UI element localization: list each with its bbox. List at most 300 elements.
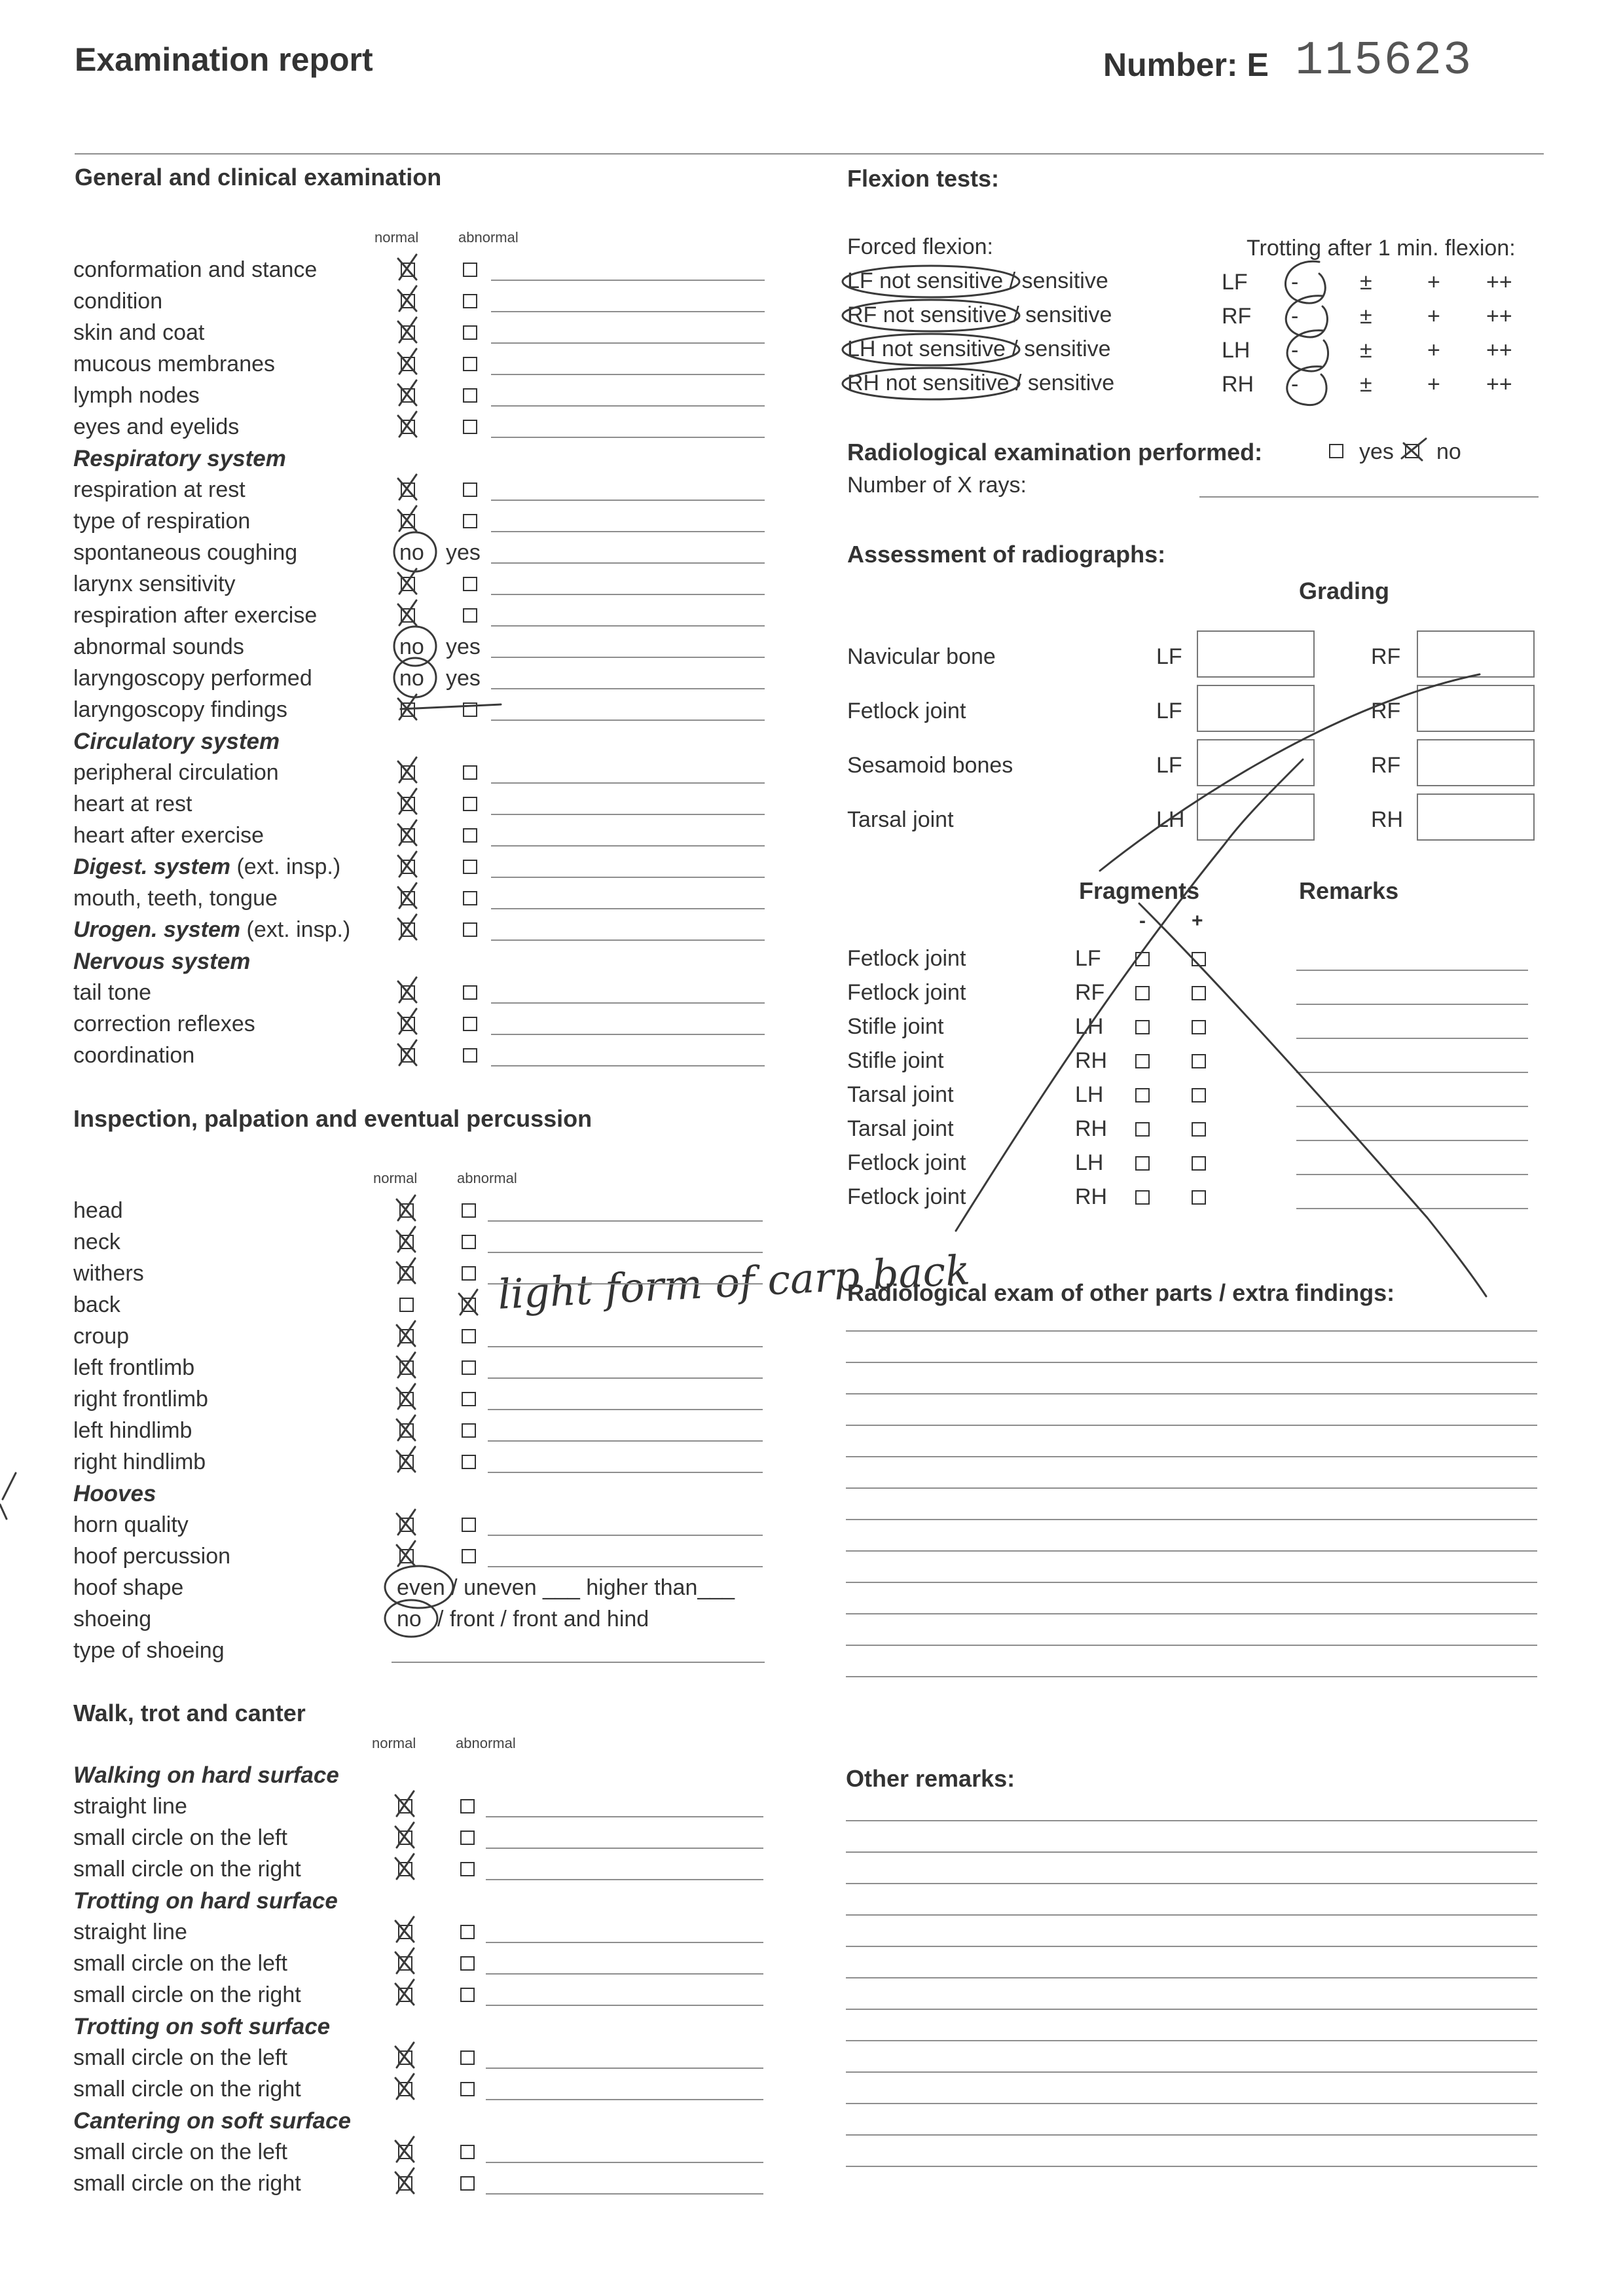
abnormal-checkbox-inspection-1[interactable] bbox=[462, 1235, 476, 1249]
normal-checkbox-inspection-9[interactable] bbox=[399, 1518, 414, 1532]
abnormal-checkbox-walk-8[interactable] bbox=[460, 2145, 475, 2159]
abnormal-checkbox-general-4[interactable] bbox=[463, 388, 477, 403]
normal-checkbox-general-0[interactable] bbox=[401, 263, 415, 277]
normal-checkbox-walk-2[interactable] bbox=[398, 1862, 412, 1876]
grading-navicular-r: RF bbox=[1371, 644, 1401, 669]
normal-checkbox-general-15[interactable] bbox=[401, 797, 415, 811]
subheading-hooves: Hooves bbox=[73, 1481, 156, 1506]
abnormal-checkbox-general-1[interactable] bbox=[463, 294, 477, 308]
item-resp-type: type of respiration bbox=[73, 509, 251, 534]
normal-checkbox-inspection-6[interactable] bbox=[399, 1392, 414, 1406]
abnormal-checkbox-general-17[interactable] bbox=[463, 860, 477, 874]
other-parts-line-3[interactable] bbox=[846, 1393, 1537, 1394]
fragment-name-3: Stifle joint bbox=[847, 1014, 944, 1039]
abnormal-checkbox-general-20[interactable] bbox=[463, 985, 477, 1000]
shoeing-options: / front / front and hind bbox=[437, 1607, 649, 1631]
grading-tarsal-r: RH bbox=[1371, 807, 1404, 832]
fragment-remarks-line-1[interactable] bbox=[1296, 970, 1528, 971]
abnormal-checkbox-walk-6[interactable] bbox=[460, 2050, 475, 2065]
normal-checkbox-general-19[interactable] bbox=[401, 922, 415, 937]
grading-box-fetlock-l[interactable] bbox=[1197, 685, 1315, 732]
abnormal-checkbox-general-9[interactable] bbox=[463, 577, 477, 591]
grade-minus-lh: - bbox=[1291, 338, 1299, 363]
fragment-minus-checkbox-7[interactable] bbox=[1135, 1156, 1150, 1171]
normal-checkbox-general-13[interactable] bbox=[401, 702, 415, 717]
abnormal-checkbox-general-10[interactable] bbox=[463, 608, 477, 623]
other-remarks-line-4[interactable] bbox=[846, 1914, 1537, 1916]
note-line-general-18[interactable] bbox=[491, 908, 765, 909]
other-parts-title: Radiological exam of other parts / extra findings: bbox=[847, 1279, 1395, 1306]
normal-checkbox-inspection-8[interactable] bbox=[399, 1455, 414, 1469]
note-line-inspection-1[interactable] bbox=[488, 1252, 763, 1253]
fragment-minus-checkbox-8[interactable] bbox=[1135, 1190, 1150, 1205]
fragment-remarks-line-7[interactable] bbox=[1296, 1174, 1528, 1175]
subheading-nervous: Nervous system bbox=[73, 949, 251, 974]
flexion-row-rh: RH not sensitive / sensitive bbox=[847, 371, 1115, 395]
note-line-general-16[interactable] bbox=[491, 845, 765, 847]
fragment-plus-checkbox-4[interactable] bbox=[1192, 1054, 1206, 1068]
note-line-walk-1[interactable] bbox=[486, 1848, 763, 1849]
abnormal-checkbox-inspection-10[interactable] bbox=[462, 1549, 476, 1563]
cough-no: no bbox=[399, 540, 424, 565]
grade-minus-lf: - bbox=[1291, 270, 1299, 295]
fragment-minus-checkbox-6[interactable] bbox=[1135, 1122, 1150, 1137]
other-parts-line-9[interactable] bbox=[846, 1582, 1537, 1583]
cough-yes: yes bbox=[446, 540, 481, 565]
note-line-general-22[interactable] bbox=[491, 1065, 765, 1066]
grade-pm-lf: ± bbox=[1360, 270, 1372, 295]
report-number: 115623 bbox=[1295, 34, 1473, 88]
walk-hard-straight: straight line bbox=[73, 1794, 187, 1819]
normal-checkbox-general-6[interactable] bbox=[401, 483, 415, 497]
normal-checkbox-walk-8[interactable] bbox=[398, 2145, 412, 2159]
other-parts-line-7[interactable] bbox=[846, 1519, 1537, 1520]
item-withers: withers bbox=[73, 1261, 144, 1286]
item-laryngoscopy-findings: laryngoscopy findings bbox=[73, 697, 287, 722]
note-line-walk-9[interactable] bbox=[486, 2193, 763, 2195]
note-line-walk-2[interactable] bbox=[486, 1879, 763, 1880]
abnormal-checkbox-inspection-4[interactable] bbox=[462, 1329, 476, 1343]
note-line-inspection-8[interactable] bbox=[488, 1472, 763, 1473]
grading-fetlock-r: RF bbox=[1371, 699, 1401, 723]
item-correction: correction reflexes bbox=[73, 1011, 255, 1036]
fragment-name-2: Fetlock joint bbox=[847, 980, 966, 1005]
abnormal-checkbox-general-7[interactable] bbox=[463, 514, 477, 528]
normal-checkbox-walk-9[interactable] bbox=[398, 2176, 412, 2191]
grade-pm-rh: ± bbox=[1360, 372, 1372, 397]
fragment-remarks-line-6[interactable] bbox=[1296, 1140, 1528, 1141]
note-line-general-9[interactable] bbox=[491, 594, 765, 595]
grading-row-fetlock: Fetlock joint bbox=[847, 699, 966, 723]
normal-checkbox-general-14[interactable] bbox=[401, 765, 415, 780]
note-line-walk-4[interactable] bbox=[486, 1973, 763, 1975]
fragment-minus-checkbox-5[interactable] bbox=[1135, 1088, 1150, 1102]
note-line-inspection-9[interactable] bbox=[488, 1535, 763, 1536]
grading-sesamoid-r: RF bbox=[1371, 753, 1401, 778]
fragment-name-5: Tarsal joint bbox=[847, 1082, 954, 1107]
grading-row-sesamoid: Sesamoid bones bbox=[847, 753, 1013, 778]
fragments-header: Fragments bbox=[1079, 877, 1200, 904]
fragment-minus-checkbox-1[interactable] bbox=[1135, 952, 1150, 966]
trot-leg-lh: LH bbox=[1222, 338, 1250, 363]
other-remarks-line-9[interactable] bbox=[846, 2071, 1537, 2073]
item-cough: spontaneous coughing bbox=[73, 540, 298, 565]
back-handwritten-note: light form of carp back bbox=[496, 1246, 972, 1319]
abnormal-checkbox-walk-3[interactable] bbox=[460, 1925, 475, 1939]
grading-box-navicular-l[interactable] bbox=[1197, 630, 1315, 678]
grading-row-tarsal: Tarsal joint bbox=[847, 807, 954, 832]
note-line-general-8[interactable] bbox=[491, 562, 765, 564]
note-line-inspection-5[interactable] bbox=[488, 1377, 763, 1379]
grade-minus-rf: - bbox=[1291, 304, 1299, 329]
normal-checkbox-walk-4[interactable] bbox=[398, 1956, 412, 1971]
grade-pm-rf: ± bbox=[1360, 304, 1372, 329]
laryngoscopy-no: no bbox=[399, 666, 424, 691]
item-conformation: conformation and stance bbox=[73, 257, 318, 282]
item-neck: neck bbox=[73, 1230, 120, 1254]
grade-plus-rh: + bbox=[1427, 372, 1440, 397]
abnormal-column-header-3: abnormal bbox=[456, 1735, 516, 1751]
fragment-remarks-line-3[interactable] bbox=[1296, 1038, 1528, 1039]
item-hoof-shape: hoof shape bbox=[73, 1575, 184, 1600]
item-shoeing: shoeing bbox=[73, 1607, 152, 1631]
item-eyes: eyes and eyelids bbox=[73, 414, 240, 439]
fragment-leg-7: LH bbox=[1075, 1150, 1104, 1175]
grading-tarsal-l: LH bbox=[1156, 807, 1185, 832]
fragment-remarks-line-2[interactable] bbox=[1296, 1004, 1528, 1005]
assessment-title: Assessment of radiographs: bbox=[847, 541, 1166, 568]
other-remarks-line-10[interactable] bbox=[846, 2103, 1537, 2104]
grade-plus-lf: + bbox=[1427, 270, 1440, 295]
fragment-leg-5: LH bbox=[1075, 1082, 1104, 1107]
fragment-plus-checkbox-7[interactable] bbox=[1192, 1156, 1206, 1171]
note-line-general-13[interactable] bbox=[491, 720, 765, 721]
note-line-inspection-2[interactable] bbox=[488, 1283, 763, 1285]
item-type-of-shoeing: type of shoeing bbox=[73, 1638, 225, 1663]
radiology-yes-checkbox[interactable] bbox=[1329, 444, 1343, 458]
other-remarks-line-1[interactable] bbox=[846, 1820, 1537, 1821]
note-line-inspection-10[interactable] bbox=[488, 1566, 763, 1567]
fragment-name-6: Tarsal joint bbox=[847, 1116, 954, 1141]
fragment-leg-4: RH bbox=[1075, 1048, 1108, 1073]
note-line-general-5[interactable] bbox=[491, 437, 765, 438]
normal-checkbox-inspection-7[interactable] bbox=[399, 1423, 414, 1438]
fragment-remarks-line-5[interactable] bbox=[1296, 1106, 1528, 1107]
abnormal-checkbox-general-14[interactable] bbox=[463, 765, 477, 780]
note-line-general-6[interactable] bbox=[491, 500, 765, 501]
normal-checkbox-general-22[interactable] bbox=[401, 1048, 415, 1063]
normal-checkbox-walk-5[interactable] bbox=[398, 1988, 412, 2002]
fragment-plus-checkbox-8[interactable] bbox=[1192, 1190, 1206, 1205]
fragment-leg-8: RH bbox=[1075, 1184, 1108, 1209]
note-line-walk-5[interactable] bbox=[486, 2005, 763, 2006]
abnormal-checkbox-general-18[interactable] bbox=[463, 891, 477, 905]
abnormal-checkbox-inspection-3[interactable] bbox=[462, 1298, 476, 1312]
abnormal-checkbox-general-3[interactable] bbox=[463, 357, 477, 371]
item-mucous: mucous membranes bbox=[73, 352, 276, 376]
item-urogen: Urogen. system (ext. insp.) bbox=[73, 917, 351, 942]
grading-box-fetlock-r[interactable] bbox=[1417, 685, 1535, 732]
normal-column-header-2: normal bbox=[373, 1170, 418, 1186]
general-section-title: General and clinical examination bbox=[75, 164, 442, 191]
normal-checkbox-inspection-1[interactable] bbox=[399, 1235, 414, 1249]
fragment-plus-checkbox-5[interactable] bbox=[1192, 1088, 1206, 1102]
normal-column-header-3: normal bbox=[372, 1735, 416, 1751]
grading-box-tarsal-l[interactable] bbox=[1197, 793, 1315, 841]
normal-checkbox-general-1[interactable] bbox=[401, 294, 415, 308]
fragment-plus-checkbox-1[interactable] bbox=[1192, 952, 1206, 966]
normal-checkbox-inspection-10[interactable] bbox=[399, 1549, 414, 1563]
abnormal-checkbox-general-16[interactable] bbox=[463, 828, 477, 843]
item-lymph: lymph nodes bbox=[73, 383, 200, 408]
xrays-label: Number of X rays: bbox=[847, 473, 1027, 498]
other-parts-line-11[interactable] bbox=[846, 1645, 1537, 1646]
abnormal-checkbox-general-5[interactable] bbox=[463, 420, 477, 434]
other-parts-line-8[interactable] bbox=[846, 1550, 1537, 1552]
note-line-walk-7[interactable] bbox=[486, 2099, 763, 2100]
normal-checkbox-general-5[interactable] bbox=[401, 420, 415, 434]
flexion-row-rf: RF not sensitive / sensitive bbox=[847, 302, 1112, 327]
item-right-frontlimb: right frontlimb bbox=[73, 1387, 208, 1412]
trotting-after-label: Trotting after 1 min. flexion: bbox=[1247, 236, 1516, 261]
normal-checkbox-inspection-2[interactable] bbox=[399, 1266, 414, 1281]
normal-checkbox-general-20[interactable] bbox=[401, 985, 415, 1000]
abnormal-checkbox-walk-0[interactable] bbox=[460, 1799, 475, 1813]
note-line-general-11[interactable] bbox=[491, 657, 765, 658]
abnormal-checkbox-inspection-7[interactable] bbox=[462, 1423, 476, 1438]
item-mouth: mouth, teeth, tongue bbox=[73, 886, 278, 911]
flexion-section-title: Flexion tests: bbox=[847, 165, 1000, 192]
normal-checkbox-walk-7[interactable] bbox=[398, 2082, 412, 2096]
note-line-general-7[interactable] bbox=[491, 531, 765, 532]
grading-box-sesamoid-r[interactable] bbox=[1417, 739, 1535, 786]
walk-section-title: Walk, trot and canter bbox=[73, 1700, 306, 1726]
note-line-inspection-6[interactable] bbox=[488, 1409, 763, 1410]
normal-checkbox-inspection-3[interactable] bbox=[399, 1298, 414, 1312]
subheading-cantering-soft: Cantering on soft surface bbox=[73, 2108, 351, 2134]
note-line-general-12[interactable] bbox=[491, 688, 765, 689]
grade-pp-rh: ++ bbox=[1486, 372, 1512, 397]
grade-plus-lh: + bbox=[1427, 338, 1440, 363]
other-remarks-line-5[interactable] bbox=[846, 1946, 1537, 1947]
grading-box-navicular-r[interactable] bbox=[1417, 630, 1535, 678]
fragment-name-1: Fetlock joint bbox=[847, 946, 966, 971]
abnormal-checkbox-general-6[interactable] bbox=[463, 483, 477, 497]
normal-checkbox-general-9[interactable] bbox=[401, 577, 415, 591]
other-parts-line-12[interactable] bbox=[846, 1676, 1537, 1677]
note-line-general-2[interactable] bbox=[491, 342, 765, 344]
fragment-plus-checkbox-2[interactable] bbox=[1192, 986, 1206, 1000]
other-parts-line-4[interactable] bbox=[846, 1425, 1537, 1426]
other-parts-line-10[interactable] bbox=[846, 1613, 1537, 1614]
abnormal-checkbox-inspection-8[interactable] bbox=[462, 1455, 476, 1469]
abnormal-checkbox-walk-9[interactable] bbox=[460, 2176, 475, 2191]
radiology-no-checkbox[interactable] bbox=[1405, 444, 1419, 458]
normal-checkbox-general-2[interactable] bbox=[401, 325, 415, 340]
item-peripheral: peripheral circulation bbox=[73, 760, 279, 785]
sounds-no: no bbox=[399, 634, 424, 659]
grading-box-tarsal-r[interactable] bbox=[1417, 793, 1535, 841]
laryngoscopy-yes: yes bbox=[446, 666, 481, 691]
trot-hard-circle-right: small circle on the right bbox=[73, 1982, 301, 2007]
normal-checkbox-general-18[interactable] bbox=[401, 891, 415, 905]
xrays-line[interactable] bbox=[1199, 496, 1539, 498]
radiology-yes-label: yes bbox=[1359, 439, 1394, 464]
abnormal-checkbox-general-13[interactable] bbox=[463, 702, 477, 717]
normal-checkbox-general-21[interactable] bbox=[401, 1017, 415, 1031]
radiology-no-label: no bbox=[1436, 439, 1461, 464]
grading-row-navicular: Navicular bone bbox=[847, 644, 996, 669]
fragments-minus: - bbox=[1139, 910, 1146, 932]
note-line-general-17[interactable] bbox=[491, 877, 765, 878]
note-line-inspection-0[interactable] bbox=[488, 1220, 763, 1222]
note-line-walk-8[interactable] bbox=[486, 2162, 763, 2163]
other-remarks-line-6[interactable] bbox=[846, 1977, 1537, 1978]
abnormal-checkbox-walk-4[interactable] bbox=[460, 1956, 475, 1971]
item-laryngoscopy: laryngoscopy performed bbox=[73, 666, 312, 691]
normal-checkbox-walk-3[interactable] bbox=[398, 1925, 412, 1939]
radiology-performed-label: Radiological examination performed: bbox=[847, 439, 1263, 465]
item-resp-rest: respiration at rest bbox=[73, 477, 246, 502]
abnormal-checkbox-walk-2[interactable] bbox=[460, 1862, 475, 1876]
item-right-hindlimb: right hindlimb bbox=[73, 1449, 206, 1474]
fragment-plus-checkbox-3[interactable] bbox=[1192, 1020, 1206, 1034]
other-remarks-line-11[interactable] bbox=[846, 2134, 1537, 2136]
item-skin: skin and coat bbox=[73, 320, 205, 345]
item-larynx: larynx sensitivity bbox=[73, 572, 236, 596]
fragment-minus-checkbox-3[interactable] bbox=[1135, 1020, 1150, 1034]
subheading-circulatory: Circulatory system bbox=[73, 729, 280, 754]
item-head: head bbox=[73, 1198, 123, 1223]
normal-checkbox-general-3[interactable] bbox=[401, 357, 415, 371]
note-line-walk-6[interactable] bbox=[486, 2068, 763, 2069]
other-remarks-line-8[interactable] bbox=[846, 2040, 1537, 2041]
note-line-general-15[interactable] bbox=[491, 814, 765, 815]
item-digest: Digest. system (ext. insp.) bbox=[73, 854, 341, 879]
grade-pp-lf: ++ bbox=[1486, 270, 1512, 295]
note-line-walk-0[interactable] bbox=[486, 1816, 763, 1817]
fragment-name-4: Stifle joint bbox=[847, 1048, 944, 1073]
normal-checkbox-walk-1[interactable] bbox=[398, 1831, 412, 1845]
fragments-plus: + bbox=[1192, 910, 1203, 932]
normal-checkbox-inspection-5[interactable] bbox=[399, 1360, 414, 1375]
other-parts-line-5[interactable] bbox=[846, 1456, 1537, 1457]
grading-box-sesamoid-l[interactable] bbox=[1197, 739, 1315, 786]
abnormal-checkbox-inspection-2[interactable] bbox=[462, 1266, 476, 1281]
item-heart-rest: heart at rest bbox=[73, 792, 192, 816]
note-line-general-0[interactable] bbox=[491, 280, 765, 281]
abnormal-column-header: abnormal bbox=[458, 229, 519, 246]
abnormal-checkbox-inspection-6[interactable] bbox=[462, 1392, 476, 1406]
abnormal-checkbox-inspection-0[interactable] bbox=[462, 1203, 476, 1218]
other-remarks-line-12[interactable] bbox=[846, 2166, 1537, 2167]
grading-sesamoid-l: LF bbox=[1156, 753, 1182, 778]
margin-mark bbox=[3, 1473, 16, 1499]
grading-header: Grading bbox=[1299, 577, 1390, 604]
walk-hard-circle-right: small circle on the right bbox=[73, 1857, 301, 1882]
header-rule bbox=[75, 153, 1544, 155]
note-line-inspection-7[interactable] bbox=[488, 1440, 763, 1442]
item-heart-exercise: heart after exercise bbox=[73, 823, 264, 848]
abnormal-checkbox-general-2[interactable] bbox=[463, 325, 477, 340]
canter-soft-circle-right: small circle on the right bbox=[73, 2171, 301, 2196]
note-line-general-14[interactable] bbox=[491, 782, 765, 784]
note-line-general-4[interactable] bbox=[491, 405, 765, 407]
item-hoof-percussion: hoof percussion bbox=[73, 1544, 231, 1569]
normal-checkbox-walk-0[interactable] bbox=[398, 1799, 412, 1813]
other-remarks-line-2[interactable] bbox=[846, 1851, 1537, 1853]
other-remarks-line-3[interactable] bbox=[846, 1883, 1537, 1884]
item-abnormal-sounds: abnormal sounds bbox=[73, 634, 244, 659]
note-line-general-19[interactable] bbox=[491, 939, 765, 941]
fragment-remarks-line-4[interactable] bbox=[1296, 1072, 1528, 1073]
fragment-minus-checkbox-4[interactable] bbox=[1135, 1054, 1150, 1068]
note-line-general-3[interactable] bbox=[491, 374, 765, 375]
inspection-section-title: Inspection, palpation and eventual percussion bbox=[73, 1105, 593, 1132]
other-parts-line-1[interactable] bbox=[846, 1330, 1537, 1332]
normal-checkbox-general-17[interactable] bbox=[401, 860, 415, 874]
abnormal-checkbox-walk-5[interactable] bbox=[460, 1988, 475, 2002]
note-line-inspection-4[interactable] bbox=[488, 1346, 763, 1347]
abnormal-checkbox-general-21[interactable] bbox=[463, 1017, 477, 1031]
other-parts-line-2[interactable] bbox=[846, 1362, 1537, 1363]
normal-checkbox-general-7[interactable] bbox=[401, 514, 415, 528]
normal-column-header: normal bbox=[374, 229, 419, 246]
other-parts-line-6[interactable] bbox=[846, 1487, 1537, 1489]
normal-checkbox-walk-6[interactable] bbox=[398, 2050, 412, 2065]
trot-soft-circle-right: small circle on the right bbox=[73, 2077, 301, 2102]
abnormal-checkbox-walk-1[interactable] bbox=[460, 1831, 475, 1845]
margin-mark-2 bbox=[0, 1504, 7, 1519]
fragment-leg-6: RH bbox=[1075, 1116, 1108, 1141]
item-left-hindlimb: left hindlimb bbox=[73, 1418, 192, 1443]
note-line-walk-3[interactable] bbox=[486, 1942, 763, 1943]
grading-fetlock-l: LF bbox=[1156, 699, 1182, 723]
grade-pp-lh: ++ bbox=[1486, 338, 1512, 363]
abnormal-checkbox-walk-7[interactable] bbox=[460, 2082, 475, 2096]
note-line-general-21[interactable] bbox=[491, 1034, 765, 1035]
abnormal-checkbox-general-0[interactable] bbox=[463, 263, 477, 277]
type-of-shoeing-line[interactable] bbox=[392, 1662, 765, 1663]
normal-checkbox-inspection-0[interactable] bbox=[399, 1203, 414, 1218]
normal-checkbox-general-16[interactable] bbox=[401, 828, 415, 843]
normal-checkbox-general-4[interactable] bbox=[401, 388, 415, 403]
forced-flexion-label: Forced flexion: bbox=[847, 234, 993, 259]
note-line-general-10[interactable] bbox=[491, 625, 765, 627]
other-remarks-title: Other remarks: bbox=[846, 1765, 1015, 1792]
abnormal-checkbox-inspection-9[interactable] bbox=[462, 1518, 476, 1532]
item-tail: tail tone bbox=[73, 980, 152, 1005]
remarks-header: Remarks bbox=[1299, 877, 1399, 904]
normal-checkbox-inspection-4[interactable] bbox=[399, 1329, 414, 1343]
item-croup: croup bbox=[73, 1324, 130, 1349]
other-remarks-line-7[interactable] bbox=[846, 2009, 1537, 2010]
note-line-general-20[interactable] bbox=[491, 1002, 765, 1004]
item-resp-exercise: respiration after exercise bbox=[73, 603, 318, 628]
normal-checkbox-general-10[interactable] bbox=[401, 608, 415, 623]
fragment-minus-checkbox-2[interactable] bbox=[1135, 986, 1150, 1000]
abnormal-checkbox-inspection-5[interactable] bbox=[462, 1360, 476, 1375]
abnormal-checkbox-general-19[interactable] bbox=[463, 922, 477, 937]
fragment-remarks-line-8[interactable] bbox=[1296, 1208, 1528, 1209]
note-line-general-1[interactable] bbox=[491, 311, 765, 312]
abnormal-checkbox-general-15[interactable] bbox=[463, 797, 477, 811]
trot-leg-rh: RH bbox=[1222, 372, 1254, 397]
fragment-plus-checkbox-6[interactable] bbox=[1192, 1122, 1206, 1137]
abnormal-checkbox-general-22[interactable] bbox=[463, 1048, 477, 1063]
fragment-name-7: Fetlock joint bbox=[847, 1150, 966, 1175]
item-left-frontlimb: left frontlimb bbox=[73, 1355, 195, 1380]
